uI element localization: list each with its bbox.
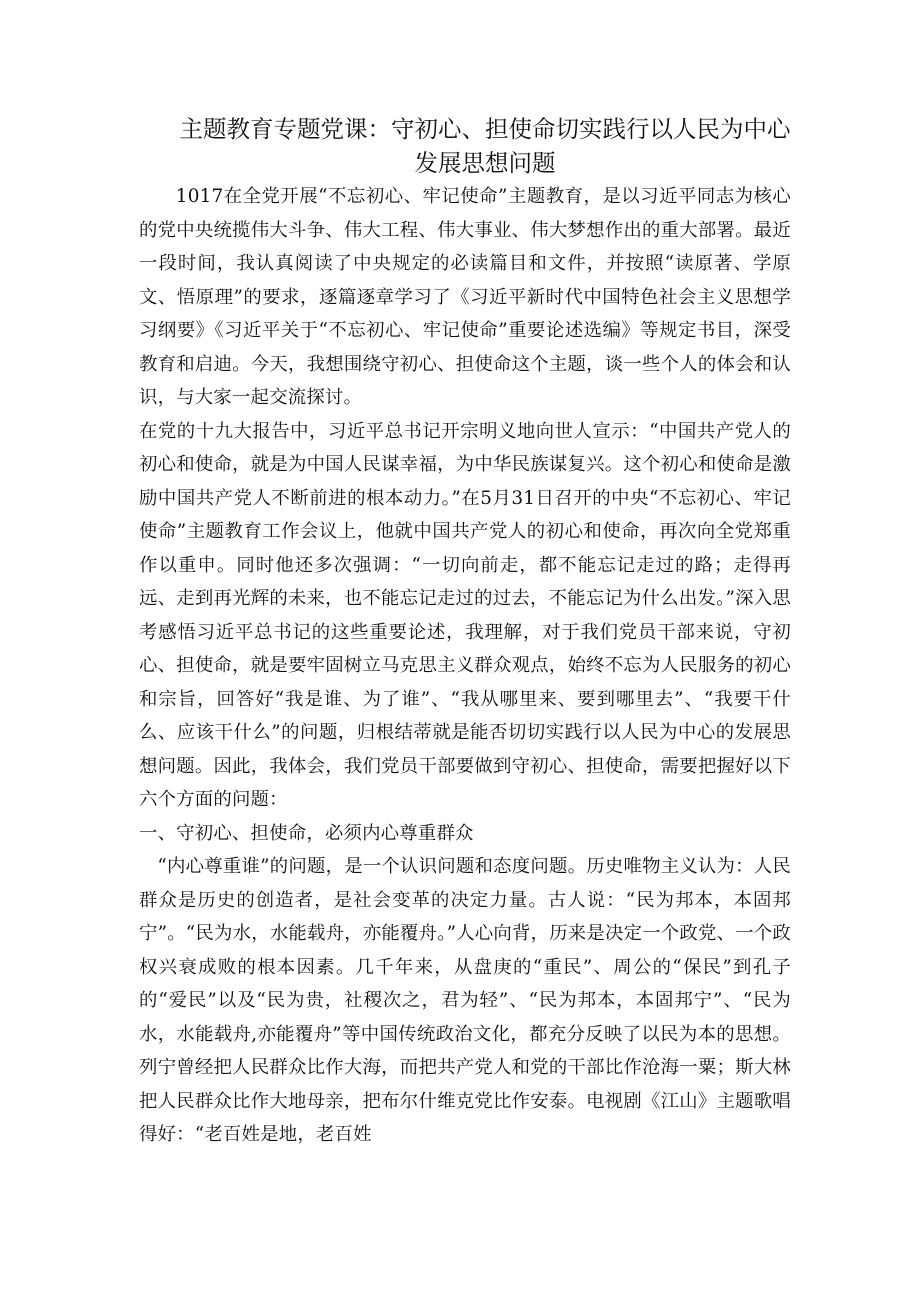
title-line-1: 主题教育专题党课：守初心、担使命切实践行以人民为中心 — [179, 115, 791, 143]
document-title — [140, 112, 830, 180]
section-heading-1: 一、守初心、担使命，必须内心尊重群众 — [139, 822, 474, 844]
title-line-2: 发展思想问题 — [414, 149, 556, 177]
document-body — [139, 180, 791, 1152]
paragraph-respect-masses: “内心尊重谁”的问题，是一个认识问题和态度问题。历史唯物主义认为：人民群众是历史的创造者，是社会变革的决定力量。古人说：“民为邦本，本固邦宁”。“民为水，水能载舟，亦能覆舟。”人心向背，历来是决定一个政党、一个政权兴衰成败的根本因素。几千年来，从盘庚的“重民”、周公的“保民”到孔子的“爱民”以及“民为贵，社稷次之，君为轻”、“民为邦本，本固邦宁”、“民为水，水能载舟,亦能覆舟”等中国传统政治文化，都充分反映了以民为本的思想。列宁曾经把人民群众比作大海，而把共产党人和党的干部比作沧海一粟；斯大林把人民群众比作大地母亲，把布尔什维克党比作安泰。电视剧《江山》主题歌唱得好：“老百姓是地，老百姓 — [139, 856, 791, 1145]
paragraph-intro: 1017在全党开展“不忘初心、牢记使命”主题教育，是以习近平同志为核心的党中央统揽伟大斗争、伟大工程、伟大事业、伟大梦想作出的重大部署。最近一段时间，我认真阅读了中央规定的必读篇目和文件，并按照“读原著、学原文、悟原理”的要求，逐篇逐章学习了《习近平新时代中国特色社会主义思想学习纲要》《习近平关于“不忘初心、牢记使命”重要论述选编》等规定书目，深受教育和启迪。今天，我想围绕守初心、担使命这个主题，谈一些个人的体会和认识，与大家一起交流探讨。 — [139, 186, 791, 408]
paragraph-initial-mission: 在党的十九大报告中，习近平总书记开宗明义地向世人宣示：“中国共产党人的初心和使命，就是为中国人民谋幸福，为中华民族谋复兴。这个初心和使命是激励中国共产党人不断前进的根本动力。”在5月31日召开的中央“不忘初心、牢记使命”主题教育工作会议上，他就中国共产党人的初心和使命，再次向全党郑重作以重申。同时他还多次强调：“一切向前走，都不能忘记走过的路；走得再远、走到再光辉的未来，也不能忘记走过的过去，不能忘记为什么出发。”深入思考感悟习近平总书记的这些重要论述，我理解，对于我们党员干部来说，守初心、担使命，就是要牢固树立马克思主义群众观点，始终不忘为人民服务的初心和宗旨，回答好“我是谁、为了谁”、“我从哪里来、要到哪里去”、“我要干什么、应该干什么”的问题，归根结蒂就是能否切切实践行以人民为中心的发展思想问题。因此，我体会，我们党员干部要做到守初心、担使命，需要把握好以下六个方面的问题： — [139, 420, 791, 810]
